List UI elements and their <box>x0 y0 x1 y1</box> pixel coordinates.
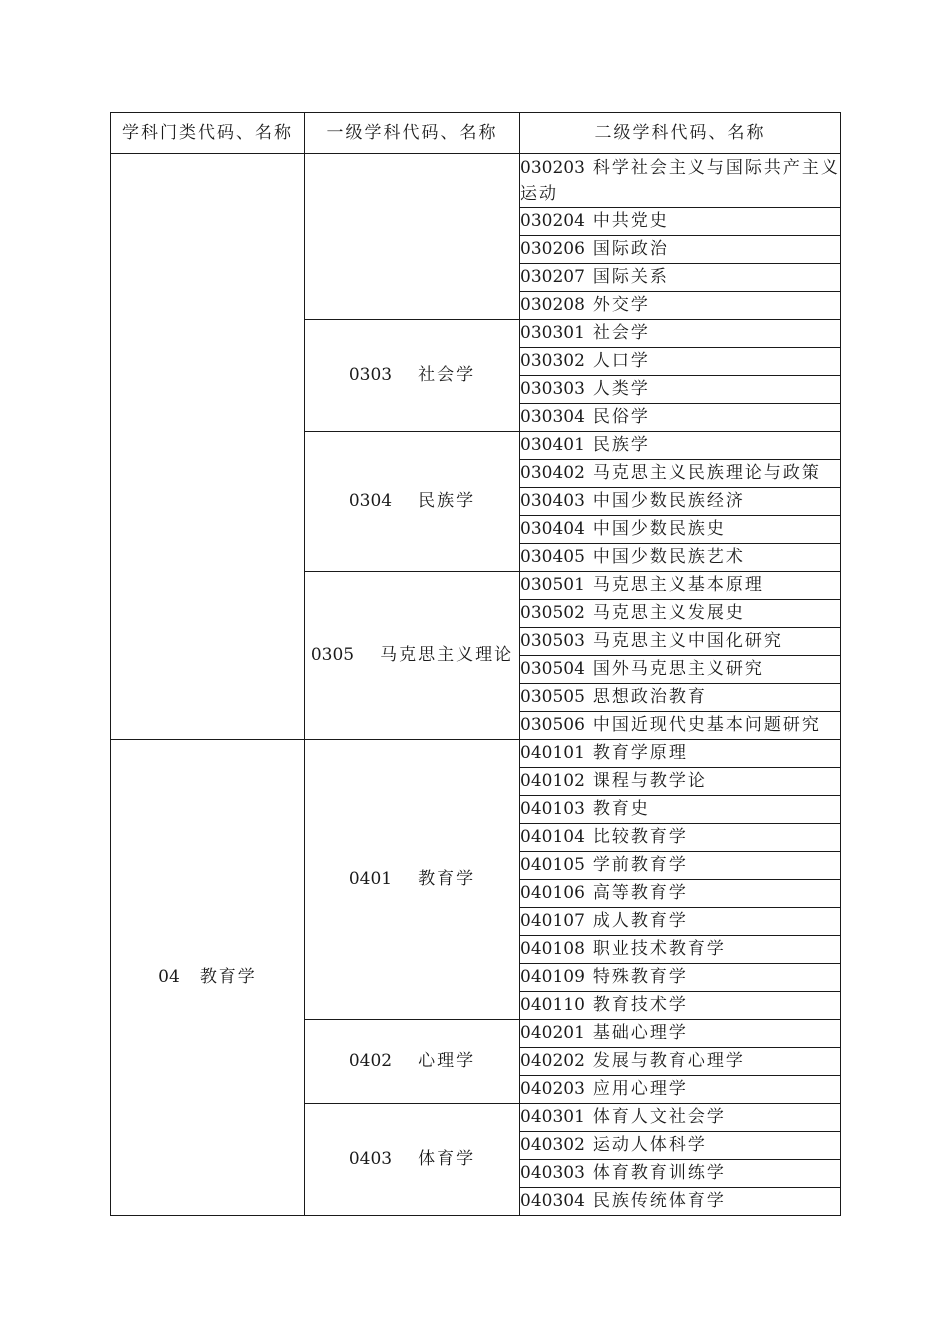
level2-code: 030401 <box>520 435 585 455</box>
level2-cell <box>520 460 841 488</box>
level2-cell <box>520 488 841 516</box>
level2-code: 030204 <box>520 211 585 231</box>
level2-cell <box>520 432 841 460</box>
level2-code: 040110 <box>520 995 585 1015</box>
level2-code: 040101 <box>520 743 585 763</box>
level2-cell <box>520 908 841 936</box>
level2-code: 040106 <box>520 883 585 903</box>
level2-code: 030501 <box>520 575 585 595</box>
level2-name: 中国近现代史基本问题研究 <box>592 715 821 735</box>
level2-name: 马克思主义基本原理 <box>592 575 764 595</box>
level2-cell <box>520 208 841 236</box>
level1-name: 心理学 <box>418 1051 476 1071</box>
level2-cell <box>520 264 841 292</box>
level2-code: 040202 <box>520 1051 585 1071</box>
level2-cell <box>520 852 841 880</box>
level2-name: 中国少数民族经济 <box>592 491 745 511</box>
level2-code: 030303 <box>520 379 585 399</box>
level2-code: 040301 <box>520 1107 585 1127</box>
level2-name: 体育教育训练学 <box>592 1163 726 1183</box>
discipline-table <box>110 112 841 1216</box>
level2-name: 马克思主义发展史 <box>592 603 745 623</box>
level2-code: 040201 <box>520 1023 585 1043</box>
table-body <box>111 154 841 1216</box>
level2-cell <box>520 236 841 264</box>
level2-code: 030402 <box>520 463 585 483</box>
level2-code: 040302 <box>520 1135 585 1155</box>
level1-name: 教育学 <box>418 869 476 889</box>
level1-cell <box>305 740 520 1020</box>
level2-code: 030404 <box>520 519 585 539</box>
level2-cell <box>520 1020 841 1048</box>
level2-code: 030504 <box>520 659 585 679</box>
level2-code: 040102 <box>520 771 585 791</box>
level2-cell <box>520 796 841 824</box>
level2-cell <box>520 740 841 768</box>
level1-code: 0304 <box>348 491 393 511</box>
level2-cell <box>520 656 841 684</box>
level2-code: 030208 <box>520 295 585 315</box>
level2-cell <box>520 824 841 852</box>
level1-code: 0305 <box>310 645 355 665</box>
level2-name: 社会学 <box>592 323 650 343</box>
level2-code: 040203 <box>520 1079 585 1099</box>
level2-name: 中共党史 <box>592 211 669 231</box>
level2-name: 体育人文社会学 <box>592 1107 726 1127</box>
level2-code: 030206 <box>520 239 585 259</box>
level2-name: 民族传统体育学 <box>592 1191 726 1211</box>
level1-name: 社会学 <box>418 365 476 385</box>
level2-name: 思想政治教育 <box>592 687 707 707</box>
level2-cell <box>520 572 841 600</box>
level2-name: 教育技术学 <box>592 995 688 1015</box>
level2-cell <box>520 516 841 544</box>
level2-code: 040109 <box>520 967 585 987</box>
level2-code: 040107 <box>520 911 585 931</box>
level2-name: 职业技术教育学 <box>592 939 726 959</box>
level1-code: 0303 <box>348 365 393 385</box>
level2-name: 中国少数民族艺术 <box>592 547 745 567</box>
level2-code: 030405 <box>520 547 585 567</box>
level2-code: 040105 <box>520 855 585 875</box>
level2-cell <box>520 964 841 992</box>
level2-code: 040104 <box>520 827 585 847</box>
level2-cell <box>520 320 841 348</box>
level2-name: 学前教育学 <box>592 855 688 875</box>
level2-name: 运动人体科学 <box>592 1135 707 1155</box>
level2-name: 高等教育学 <box>592 883 688 903</box>
level2-cell <box>520 880 841 908</box>
level2-code: 030502 <box>520 603 585 623</box>
level2-cell <box>520 544 841 572</box>
level2-name: 民族学 <box>592 435 650 455</box>
table-row <box>111 740 841 768</box>
level2-cell <box>520 628 841 656</box>
level1-cell <box>305 1020 520 1104</box>
category-code: 04 <box>158 967 180 987</box>
level2-cell <box>520 712 841 740</box>
level1-name: 民族学 <box>418 491 476 511</box>
level1-code: 0402 <box>348 1051 393 1071</box>
level2-cell <box>520 600 841 628</box>
level2-name: 课程与教学论 <box>592 771 707 791</box>
level2-name: 马克思主义中国化研究 <box>592 631 783 651</box>
level2-cell <box>520 1132 841 1160</box>
header-level1: 一级学科代码、名称 <box>305 113 520 154</box>
level2-code: 040303 <box>520 1163 585 1183</box>
level2-name: 国际政治 <box>592 239 669 259</box>
level1-cell <box>305 320 520 432</box>
level2-cell <box>520 992 841 1020</box>
level2-cell <box>520 1076 841 1104</box>
level2-name: 国外马克思主义研究 <box>592 659 764 679</box>
level2-name: 基础心理学 <box>592 1023 688 1043</box>
level2-name: 教育学原理 <box>592 743 688 763</box>
level2-name: 比较教育学 <box>592 827 688 847</box>
level2-code: 030506 <box>520 715 585 735</box>
level2-name: 民俗学 <box>592 407 650 427</box>
level2-code: 030304 <box>520 407 585 427</box>
level2-name: 成人教育学 <box>592 911 688 931</box>
level2-name: 应用心理学 <box>592 1079 688 1099</box>
level2-code: 030302 <box>520 351 585 371</box>
level2-cell <box>520 376 841 404</box>
level2-name: 人类学 <box>592 379 650 399</box>
level2-cell <box>520 1160 841 1188</box>
level2-name: 发展与教育心理学 <box>592 1051 745 1071</box>
level2-cell <box>520 684 841 712</box>
level2-cell <box>520 292 841 320</box>
level2-cell <box>520 154 841 208</box>
level2-cell <box>520 404 841 432</box>
level1-cell <box>305 432 520 572</box>
level1-cell <box>305 154 520 320</box>
header-level2: 二级学科代码、名称 <box>520 113 841 154</box>
header-row <box>111 113 841 154</box>
level2-code: 030403 <box>520 491 585 511</box>
level2-code: 030503 <box>520 631 585 651</box>
header-category: 学科门类代码、名称 <box>111 113 305 154</box>
category-cell <box>111 740 305 1216</box>
level2-code: 040103 <box>520 799 585 819</box>
level2-code: 030505 <box>520 687 585 707</box>
level2-name: 马克思主义民族理论与政策 <box>592 463 821 483</box>
level2-cell <box>520 1104 841 1132</box>
level2-code: 040304 <box>520 1191 585 1211</box>
level2-name: 人口学 <box>592 351 650 371</box>
level1-code: 0401 <box>348 869 393 889</box>
level2-cell <box>520 936 841 964</box>
level1-code: 0403 <box>348 1149 393 1169</box>
level2-name: 教育史 <box>592 799 650 819</box>
level2-cell <box>520 768 841 796</box>
category-name: 教育学 <box>199 967 257 987</box>
level2-code: 030207 <box>520 267 585 287</box>
level2-code: 030203 <box>520 157 585 178</box>
level2-code: 030301 <box>520 323 585 343</box>
level2-name: 国际关系 <box>592 267 669 287</box>
level2-code: 040108 <box>520 939 585 959</box>
level2-name: 科学社会主义与国际共产主义运动 <box>520 157 840 204</box>
level1-cell <box>305 1104 520 1216</box>
level2-cell <box>520 348 841 376</box>
level2-name: 外交学 <box>592 295 650 315</box>
level1-cell <box>305 572 520 740</box>
level1-name: 马克思主义理论 <box>380 645 514 665</box>
level2-name: 特殊教育学 <box>592 967 688 987</box>
table-row <box>111 154 841 208</box>
level2-cell <box>520 1048 841 1076</box>
level2-cell <box>520 1188 841 1216</box>
category-cell <box>111 154 305 740</box>
level2-name: 中国少数民族史 <box>592 519 726 539</box>
level1-name: 体育学 <box>418 1149 476 1169</box>
